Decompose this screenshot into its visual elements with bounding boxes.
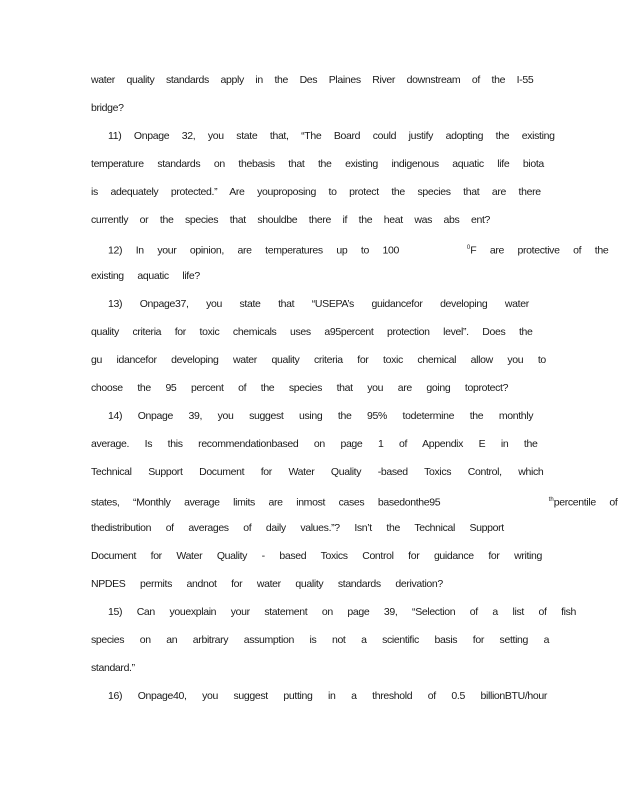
text-line: temperature standards on thebasis that the existing indigenous aquatic life biota <box>91 158 544 170</box>
text-line: quality criteria for toxic chemicals uses a95percent protection level”. Does the <box>91 326 533 338</box>
question-14-line-1: 14) Onpage 39, you suggest using the 95% todetermine the monthly <box>108 410 534 422</box>
text-fragment: F are protective of the <box>470 244 609 257</box>
text-fragment: 12) In your opinion, are temperatures up to 100 <box>108 244 400 257</box>
text-line: water quality standards apply in the Des Plaines River downstream of the I-55 <box>91 74 534 86</box>
question-12-line-1 <box>108 242 608 257</box>
text-line: gu idancefor developing water quality criteria for toxic chemical allow you to <box>91 354 546 366</box>
degree-superscript: 0 <box>466 245 471 251</box>
question-11-line-1: 11) Onpage 32, you state that, “The Board could justify adopting the existing <box>108 130 555 142</box>
text-line: species on an arbitrary assumption is not a scientific basis for setting a <box>91 634 550 646</box>
question-13-line-1: 13) Onpage37, you state that “USEPA’s guidancefor developing water <box>108 298 529 310</box>
text-line: standard.” <box>91 662 135 674</box>
text-line <box>91 494 617 509</box>
text-line: bridge? <box>91 102 124 114</box>
text-line: choose the 95 percent of the species that you are going toprotect? <box>91 382 509 394</box>
text-fragment: states, “Monthly average limits are inmost cases basedonthe95 <box>91 496 441 509</box>
text-line: is adequately protected.” Are youproposing to protect the species that are there <box>91 186 541 198</box>
text-line: NPDES permits andnot for water quality standards derivation? <box>91 578 443 590</box>
text-line: Document for Water Quality - based Toxics Control for guidance for writing <box>91 550 542 562</box>
question-15-line-1: 15) Can youexplain your statement on page 39, “Selection of a list of fish <box>108 606 577 618</box>
text-line: thedistribution of averages of daily values.”? Isn’t the Technical Support <box>91 522 504 534</box>
text-line: average. Is this recommendationbased on page 1 of Appendix E in the <box>91 438 538 450</box>
text-line: existing aquatic life? <box>91 270 200 282</box>
text-fragment: percentile of <box>553 496 618 509</box>
text-line: Technical Support Document for Water Quality -based Toxics Control, which <box>91 466 544 478</box>
ordinal-superscript: th <box>548 497 554 503</box>
question-16-line-1: 16) Onpage40, you suggest putting in a threshold of 0.5 billionBTU/hour <box>108 690 548 702</box>
text-line: currently or the species that shouldbe there if the heat was abs ent? <box>91 214 491 226</box>
